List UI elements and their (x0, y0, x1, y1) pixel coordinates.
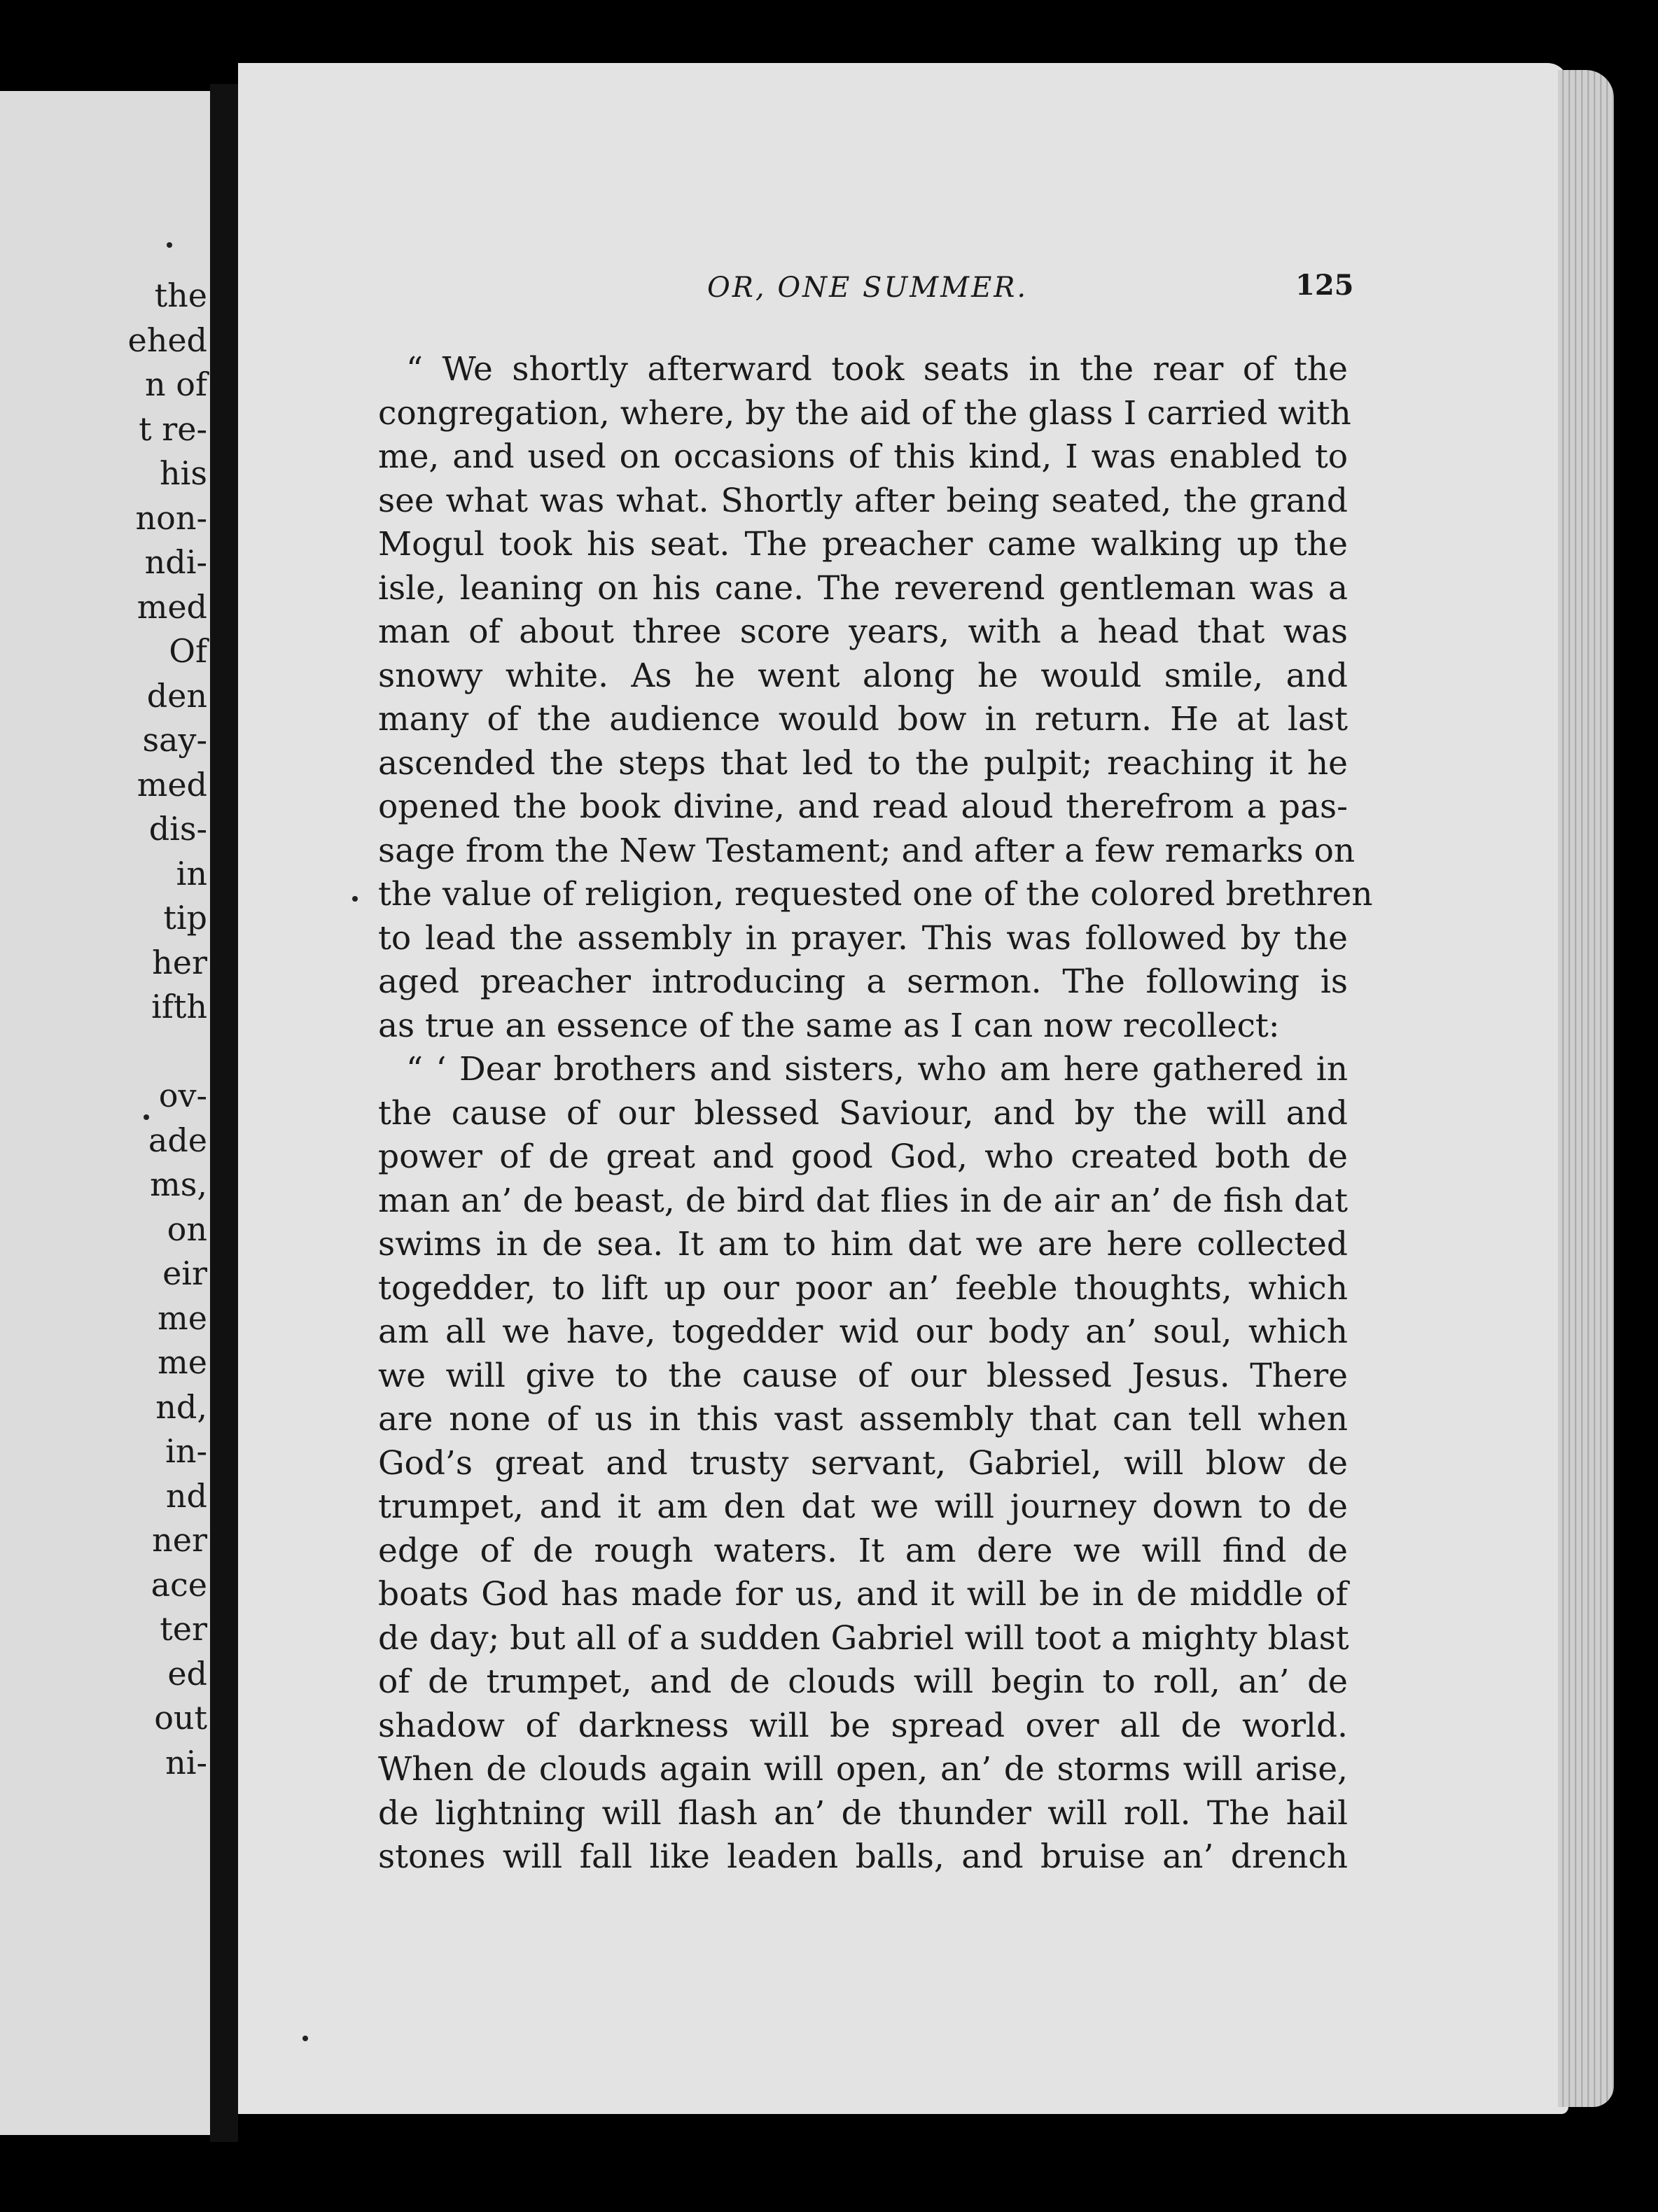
left-page-fragment: ifth (151, 988, 207, 1026)
text-line: togedder, to lift up our poor an’ feeble thoughts, which (378, 1268, 1348, 1308)
page-number: 125 (1295, 269, 1354, 302)
scan-speck (302, 2036, 308, 2041)
left-page-fragment: me (158, 1343, 207, 1381)
text-line: trumpet, and it am den dat we will journey down to de (378, 1488, 1348, 1526)
text-line: When de clouds again will open, an’ de storms will arise, (378, 1750, 1348, 1788)
left-page-fragment: ov- (158, 1077, 207, 1114)
text-line: am all we have, togedder wid our body an’ soul, which (378, 1312, 1348, 1351)
text-line: edge of de rough waters. It am dere we will find de (378, 1531, 1348, 1570)
left-page-fragment: den (146, 676, 207, 715)
text-line: opened the book divine, and read aloud therefrom a pas- (378, 788, 1348, 826)
text-line: many of the audience would bow in return. He at last (378, 700, 1348, 738)
text-line: aged preacher introducing a sermon. The following is (378, 962, 1348, 1001)
text-line: swims in de sea. It am to him dat we are here collected (378, 1225, 1348, 1264)
scan-speck (144, 1114, 149, 1120)
text-line: of de trumpet, and de clouds will begin to roll, an’ de (378, 1662, 1348, 1701)
left-page-fragment: tip (163, 899, 207, 937)
left-page-fragment: t re- (139, 410, 207, 448)
text-line: de day; but all of a sudden Gabriel will toot a mighty blast (378, 1618, 1349, 1658)
left-page-fragment: med (137, 765, 207, 804)
left-page-fragment: Of (169, 632, 207, 670)
text-line: see what was what. Shortly after being seated, the grand (378, 481, 1348, 520)
left-page-fragment: on (167, 1210, 207, 1248)
left-page-fragment: me (158, 1298, 207, 1337)
text-line: power of de great and good God, who created both de (378, 1138, 1348, 1176)
text-line: “ We shortly afterward took seats in the rear of the (406, 350, 1348, 388)
left-page-fragment: his (160, 454, 207, 492)
left-page-fragment: ed (167, 1654, 207, 1693)
text-line: stones will fall like leaden balls, and bruise an’ drench (378, 1837, 1348, 1876)
text-line: “ ‘ Dear brothers and sisters, who am here gathered in (406, 1050, 1348, 1088)
left-page-fragment: ndi- (144, 543, 207, 581)
left-page-fragment: n of (145, 365, 207, 403)
left-page-fragment: say- (142, 721, 207, 759)
scan-speck (167, 242, 172, 248)
book-gutter (210, 84, 238, 2142)
running-head: OR, ONE SUMMER. (707, 272, 1029, 304)
left-page-fragment: nd, (155, 1387, 207, 1426)
left-page-fragment: ehed (127, 321, 207, 359)
left-page-fragment: ter (160, 1610, 207, 1648)
left-page-fragment: ni- (165, 1743, 207, 1782)
text-line: we will give to the cause of our blessed Jesus. There (378, 1356, 1348, 1395)
left-page-fragment: med (137, 587, 207, 626)
left-page-fragment: eir (162, 1254, 207, 1292)
text-line: boats God has made for us, and it will be in de middle of (378, 1575, 1348, 1614)
left-page-fragment: her (152, 943, 207, 981)
text-line: the cause of our blessed Saviour, and by the will and (378, 1093, 1348, 1133)
left-page-fragment: ade (148, 1121, 207, 1159)
text-line: isle, leaning on his cane. The reverend gentleman was a (378, 568, 1348, 608)
text-line: man of about three score years, with a head that was (378, 612, 1348, 651)
text-line: as true an essence of the same as I can now recollect: (378, 1006, 1280, 1045)
text-line: ascended the steps that led to the pulpit; reaching it he (378, 743, 1348, 783)
text-line: congregation, where, by the aid of the glass I carried with (378, 393, 1351, 433)
text-line: me, and used on occasions of this kind, I was enabled to (378, 438, 1348, 476)
left-page-fragment: non- (135, 498, 207, 537)
left-page-fragment: in- (165, 1432, 207, 1470)
text-line: the value of religion, requested one of the colored brethren (378, 875, 1373, 913)
text-line: are none of us in this vast assembly that can tell when (378, 1400, 1348, 1438)
left-page-fragment: ner (152, 1521, 207, 1559)
text-line: snowy white. As he went along he would smile, and (378, 656, 1348, 695)
text-line: sage from the New Testament; and after a few remarks on (378, 831, 1356, 870)
text-line: Mogul took his seat. The preacher came walking up the (378, 525, 1348, 564)
scan-speck (352, 896, 358, 902)
text-line: God’s great and trusty servant, Gabriel, will blow de (378, 1443, 1348, 1483)
left-page-fragment: the (154, 276, 207, 314)
left-page-fragment: in (176, 854, 207, 892)
left-page-fragment: ms, (150, 1166, 207, 1203)
left-page-fragment: out (154, 1699, 207, 1737)
text-line: de lightning will flash an’ de thunder will roll. The hail (378, 1793, 1348, 1833)
left-facing-page (0, 91, 210, 2135)
text-line: man an’ de beast, de bird dat flies in de air an’ de fish dat (378, 1181, 1348, 1220)
text-line: to lead the assembly in prayer. This was followed by the (378, 918, 1348, 958)
text-line: shadow of darkness will be spread over all de world. (378, 1706, 1348, 1745)
left-page-fragment: nd (165, 1476, 207, 1515)
left-page-fragment: dis- (148, 810, 207, 848)
left-page-fragment: ace (151, 1565, 207, 1604)
page-edges (1558, 70, 1614, 2107)
